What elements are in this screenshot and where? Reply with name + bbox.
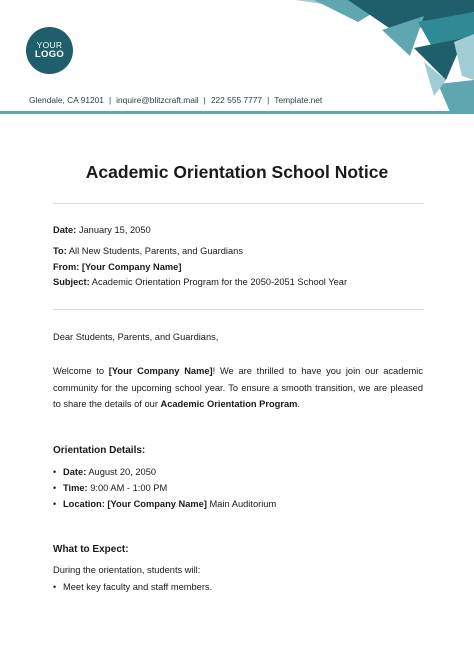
what-to-expect-heading: What to Expect: xyxy=(53,544,129,555)
bullet-icon: • xyxy=(53,582,57,592)
contact-email[interactable]: inquire@blitzcraft.mail xyxy=(116,95,199,105)
contact-address: Glendale, CA 91201 xyxy=(29,95,104,105)
contact-separator: | xyxy=(203,95,206,105)
expect-item-text: Meet key faculty and staff members. xyxy=(63,582,213,592)
expect-list xyxy=(53,579,212,595)
date-value: January 15, 2050 xyxy=(76,225,151,235)
subject-value: Academic Orientation Program for the 2050-2051 School Year xyxy=(89,277,348,287)
to-line xyxy=(53,246,243,256)
detail-location-label: Location: xyxy=(63,499,105,509)
logo-text-line2: LOGO xyxy=(34,48,65,60)
document-title: Academic Orientation School Notice xyxy=(85,162,389,182)
bullet-icon: • xyxy=(53,467,57,477)
salutation: Dear Students, Parents, and Guardians, xyxy=(53,332,219,342)
from-label: From: xyxy=(53,262,80,272)
letterhead xyxy=(0,0,474,116)
intro-text-2: ! We are thrilled to have you join our academic community for the upcoming school year. To ensure a smooth transition, we are pleased to share the details of our xyxy=(53,366,423,409)
date-line xyxy=(53,225,151,235)
bullet-icon: • xyxy=(53,483,57,493)
subject-label: Subject: xyxy=(53,277,90,287)
list-item xyxy=(53,496,276,512)
to-value: All New Students, Parents, and Guardians xyxy=(66,246,243,256)
detail-location-company: [Your Company Name] xyxy=(104,499,207,509)
contact-phone: 222 555 7777 xyxy=(210,95,263,105)
subject-line xyxy=(53,277,347,287)
orientation-details-heading: Orientation Details: xyxy=(53,445,146,456)
contact-info xyxy=(29,95,322,105)
contact-separator: | xyxy=(267,95,270,105)
expect-intro: During the orientation, students will: xyxy=(53,565,201,575)
logo-text-line1: YOUR xyxy=(36,40,63,51)
header-rule xyxy=(0,111,474,114)
divider-top xyxy=(53,203,424,204)
intro-text-3: . xyxy=(297,399,301,409)
to-label: To: xyxy=(53,246,67,256)
from-value: [Your Company Name] xyxy=(79,262,182,272)
intro-text-1: Welcome to xyxy=(53,366,109,376)
contact-website[interactable]: Template.net xyxy=(274,95,323,105)
company-logo xyxy=(26,27,73,74)
detail-date-label: Date: xyxy=(63,467,87,477)
intro-paragraph xyxy=(53,363,423,413)
contact-separator: | xyxy=(108,95,112,105)
intro-program-name: Academic Orientation Program xyxy=(160,399,298,409)
list-item xyxy=(53,480,276,496)
bullet-icon: • xyxy=(53,499,57,509)
detail-time-label: Time: xyxy=(63,483,88,493)
intro-company-name: [Your Company Name] xyxy=(108,366,213,376)
list-item xyxy=(53,464,276,480)
detail-location-value: Main Auditorium xyxy=(206,499,277,509)
detail-time-value: 9:00 AM - 1:00 PM xyxy=(87,483,168,493)
detail-date-value: August 20, 2050 xyxy=(86,467,157,477)
list-item xyxy=(53,579,212,595)
date-label: Date: xyxy=(53,225,77,235)
orientation-details-list xyxy=(53,464,276,512)
from-line xyxy=(53,262,181,272)
divider-middle xyxy=(53,309,424,310)
